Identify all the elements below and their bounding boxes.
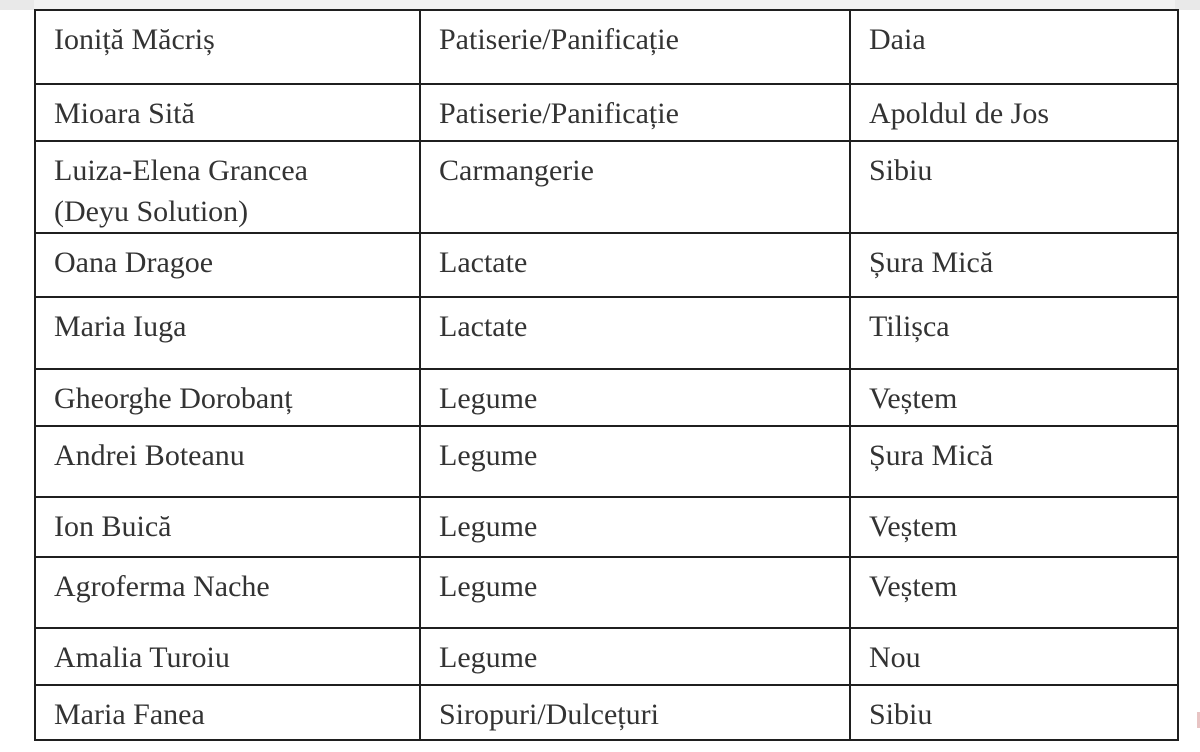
table-row: [35, 233, 1178, 297]
table-row: [35, 84, 1178, 141]
product-category-cell: Lactate: [420, 297, 850, 369]
producers-table: [34, 9, 1179, 741]
location-cell: Veștem: [850, 557, 1178, 628]
product-category-cell: Patiserie/Panificație: [420, 84, 850, 141]
table-row: [35, 426, 1178, 497]
table-row: [35, 685, 1178, 740]
table-row: [35, 141, 1178, 233]
product-category-cell: Patiserie/Panificație: [420, 10, 850, 84]
location-cell: Tilișca: [850, 297, 1178, 369]
producer-name-cell: Maria Fanea: [35, 685, 420, 740]
producer-name-cell: Andrei Boteanu: [35, 426, 420, 497]
producer-name-cell: Ion Buică: [35, 497, 420, 557]
product-category-cell: Legume: [420, 628, 850, 685]
producer-name-cell: Gheorghe Dorobanț: [35, 369, 420, 426]
producer-name-cell: Maria Iuga: [35, 297, 420, 369]
location-cell: Sibiu: [850, 141, 1178, 233]
location-cell: Șura Mică: [850, 426, 1178, 497]
location-cell: Veștem: [850, 369, 1178, 426]
product-category-cell: Legume: [420, 426, 850, 497]
producer-name-cell: Luiza-Elena Grancea (Deyu Solution): [35, 141, 420, 233]
producer-name-cell: Ioniță Măcriș: [35, 10, 420, 84]
producer-name-cell: Mioara Sită: [35, 84, 420, 141]
product-category-cell: Lactate: [420, 233, 850, 297]
location-cell: Șura Mică: [850, 233, 1178, 297]
producer-name-cell: Amalia Turoiu: [35, 628, 420, 685]
product-category-cell: Legume: [420, 369, 850, 426]
table-row: [35, 297, 1178, 369]
product-category-cell: Carmangerie: [420, 141, 850, 233]
product-category-cell: Legume: [420, 497, 850, 557]
table-row: [35, 557, 1178, 628]
location-cell: Daia: [850, 10, 1178, 84]
location-cell: Veștem: [850, 497, 1178, 557]
product-category-cell: Siropuri/Dulcețuri: [420, 685, 850, 740]
producers-table-body: [35, 10, 1178, 740]
table-row: [35, 10, 1178, 84]
location-cell: Apoldul de Jos: [850, 84, 1178, 141]
producer-name-cell: Oana Dragoe: [35, 233, 420, 297]
product-category-cell: Legume: [420, 557, 850, 628]
table-row: [35, 497, 1178, 557]
table-row: [35, 628, 1178, 685]
location-cell: Nou: [850, 628, 1178, 685]
table-row: [35, 369, 1178, 426]
producer-name-cell: Agroferma Nache: [35, 557, 420, 628]
location-cell: Sibiu: [850, 685, 1178, 740]
